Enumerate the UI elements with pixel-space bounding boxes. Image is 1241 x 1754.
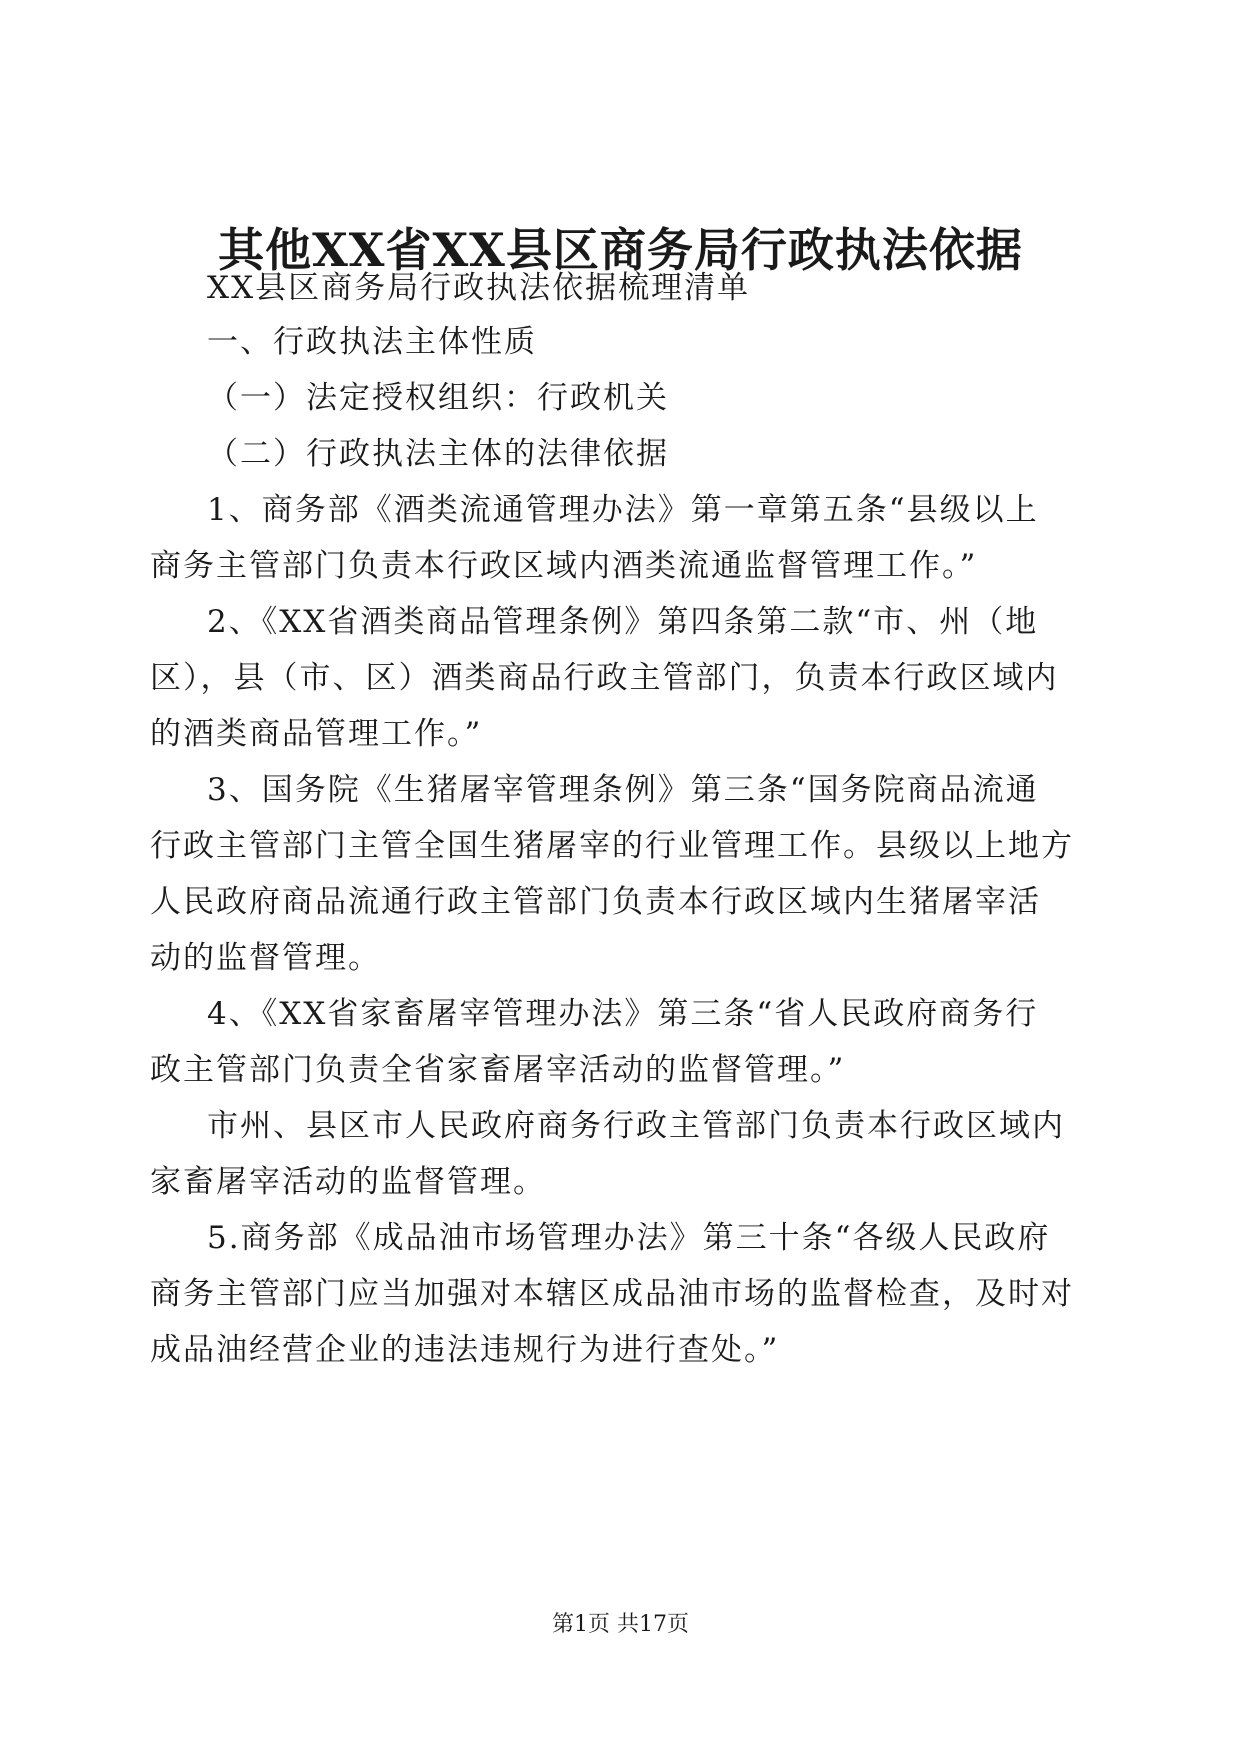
paragraph-3-line-2: 行政主管部门主管全国生猪屠宰的行业管理工作。县级以上地方 (150, 828, 1074, 864)
subsection-heading-2: （二）行政执法主体的法律依据 (207, 436, 669, 472)
document-subtitle: XX县区商务局行政执法依据梳理清单 (207, 270, 751, 306)
paragraph-5-line-1: 市州、县区市人民政府商务行政主管部门负责本行政区域内 (207, 1108, 1065, 1144)
paragraph-6-line-1: 5.商务部《成品油市场管理办法》第三十条“各级人民政府 (207, 1220, 1051, 1256)
paragraph-4-line-1: 4、《XX省家畜屠宰管理办法》第三条“省人民政府商务行 (207, 996, 1039, 1032)
paragraph-2-line-3: 的酒类商品管理工作。” (150, 716, 483, 752)
paragraph-3-line-4: 动的监督管理。 (150, 940, 381, 976)
paragraph-5-line-2: 家畜屠宰活动的监督管理。 (150, 1164, 546, 1200)
paragraph-1-line-2: 商务主管部门负责本行政区域内酒类流通监督管理工作。” (150, 548, 978, 584)
document-title: 其他XX省XX县区商务局行政执法依据 (218, 223, 1023, 277)
paragraph-1-line-1: 1、商务部《酒类流通管理办法》第一章第五条“县级以上 (207, 492, 1039, 528)
paragraph-3-line-1: 3、国务院《生猪屠宰管理条例》第三条“国务院商品流通 (207, 772, 1039, 808)
paragraph-3-line-3: 人民政府商品流通行政主管部门负责本行政区域内生猪屠宰活 (150, 884, 1041, 920)
paragraph-6-line-3: 成品油经营企业的违法违规行为进行查处。” (150, 1332, 780, 1368)
paragraph-2-line-1: 2、《XX省酒类商品管理条例》第四条第二款“市、州（地 (207, 604, 1039, 640)
paragraph-4-line-2: 政主管部门负责全省家畜屠宰活动的监督管理。” (150, 1052, 846, 1088)
paragraph-6-line-2: 商务主管部门应当加强对本辖区成品油市场的监督检查，及时对 (150, 1276, 1074, 1312)
section-heading-1: 一、行政执法主体性质 (207, 324, 537, 360)
page-footer: 第1页 共17页 (552, 1612, 689, 1637)
paragraph-2-line-2: 区），县（市、区）酒类商品行政主管部门，负责本行政区域内 (150, 660, 1059, 696)
subsection-heading-1: （一）法定授权组织：行政机关 (207, 380, 669, 416)
